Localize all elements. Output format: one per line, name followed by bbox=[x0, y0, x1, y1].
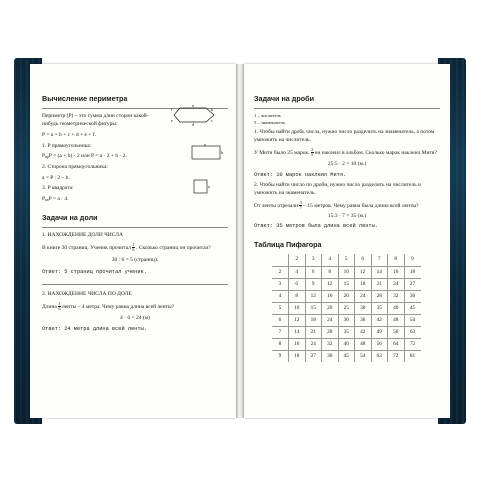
square-formula-text: P = a · 4. bbox=[48, 195, 69, 202]
left-page bbox=[30, 64, 236, 418]
table-cell: 12 bbox=[322, 278, 339, 290]
table-cell: 3 bbox=[272, 278, 289, 290]
table-cell: 24 bbox=[355, 290, 372, 302]
table-cell: 72 bbox=[404, 338, 421, 350]
right-page bbox=[244, 64, 450, 418]
table-cell: 21 bbox=[371, 278, 388, 290]
legend-denominator: 5 – знаменатель bbox=[254, 120, 285, 126]
table-cell: 16 bbox=[388, 266, 405, 278]
table-cell: 16 bbox=[322, 290, 339, 302]
table-cell: 8 bbox=[272, 338, 289, 350]
example1-text: У Мити было 25 марок. $\frac{2}{5}$ он наклеил в альбом. Сколько марок наклеил Митя? bbox=[254, 146, 437, 157]
rect-label-b: b bbox=[221, 150, 223, 155]
table-cell: 40 bbox=[388, 302, 405, 314]
task1-text: В книге 30 страниц. Ученик прочитал $\frac{1}{6}$ . Сколько страниц он прочитал? bbox=[42, 241, 211, 252]
table-cell: 54 bbox=[355, 350, 372, 362]
table-cell: 32 bbox=[388, 290, 405, 302]
table-cell: 7 bbox=[371, 254, 388, 266]
heading-divider bbox=[254, 108, 440, 109]
square-figure bbox=[192, 178, 214, 196]
table-cell: 10 bbox=[338, 266, 355, 278]
table-cell: 6 bbox=[272, 314, 289, 326]
book-spine bbox=[236, 64, 244, 418]
table-cell: 2 bbox=[289, 254, 306, 266]
table-cell: 6 bbox=[305, 266, 322, 278]
rectangle-formula-text: P = (a + b) · 2 или P = a · 2 + b · 2. bbox=[48, 153, 127, 160]
example1-answer: Ответ: 10 марок наклеил Митя. bbox=[254, 171, 347, 178]
table-cell: 45 bbox=[338, 350, 355, 362]
table-cell: 42 bbox=[355, 326, 372, 338]
table-cell: 24 bbox=[322, 314, 339, 326]
table-cell: 6 bbox=[355, 254, 372, 266]
table-cell: 8 bbox=[322, 266, 339, 278]
example2-answer: Ответ: 35 метров была длина всей ленты. bbox=[254, 223, 378, 230]
table-cell: 2 bbox=[272, 266, 289, 278]
figure-label-b: b bbox=[211, 107, 213, 112]
table-cell: 25 bbox=[338, 302, 355, 314]
table-cell: 4 bbox=[272, 290, 289, 302]
table-row bbox=[272, 290, 421, 302]
table-cell: 35 bbox=[338, 326, 355, 338]
square-title: 3. P квадрата: bbox=[42, 185, 74, 192]
table-cell: 15 bbox=[338, 278, 355, 290]
table-cell: 18 bbox=[355, 278, 372, 290]
pythagoras-table bbox=[272, 254, 421, 362]
task1-calculation: 30 : 6 = 5 (страниц). bbox=[111, 256, 159, 263]
table-cell: 6 bbox=[289, 278, 306, 290]
table-cell: 81 bbox=[404, 350, 421, 362]
fraction-rule-2: 2. Чтобы найти число по дроби, нужно число разделить на числитель и умножить на знаменатель. bbox=[254, 182, 421, 197]
table-cell: 42 bbox=[371, 314, 388, 326]
square-label-a: a bbox=[208, 184, 210, 189]
fractions-heading: Задачи на дроби bbox=[254, 94, 315, 103]
table-row bbox=[272, 314, 421, 326]
table-cell: 7 bbox=[272, 326, 289, 338]
section-divider bbox=[42, 284, 228, 285]
heading-divider bbox=[42, 227, 228, 228]
table-cell: 35 bbox=[371, 302, 388, 314]
table-cell: 36 bbox=[322, 350, 339, 362]
table-cell: 20 bbox=[322, 302, 339, 314]
table-cell: 63 bbox=[371, 350, 388, 362]
perimeter-formula: P = a + b + c + d + e + f. bbox=[42, 131, 96, 138]
example1-calculation: 25:5 · 2 = 10 (м.) bbox=[327, 160, 367, 167]
table-cell: 32 bbox=[322, 338, 339, 350]
table-cell: 56 bbox=[371, 338, 388, 350]
table-cell: 3 bbox=[305, 254, 322, 266]
table-cell: 36 bbox=[404, 290, 421, 302]
table-cell: 9 bbox=[305, 278, 322, 290]
pythagoras-heading: Таблица Пифагора bbox=[254, 239, 322, 249]
table-cell: 4 bbox=[322, 254, 339, 266]
table-cell: 72 bbox=[388, 350, 405, 362]
rectangle-side-title: 2. Сторона прямоугольника: bbox=[42, 164, 108, 171]
fraction-rule-1: 1. Чтобы найти дробь числа, нужно число разделить на знаменатель, а потом умножить на числитель. bbox=[254, 129, 435, 144]
table-row bbox=[272, 302, 421, 314]
table-cell: 27 bbox=[404, 278, 421, 290]
table-cell: 10 bbox=[289, 302, 306, 314]
table-cell: 8 bbox=[289, 290, 306, 302]
table-cell: 9 bbox=[404, 254, 421, 266]
table-cell: 45 bbox=[404, 302, 421, 314]
table-row bbox=[272, 254, 421, 266]
rectangle-side-formula: a = P : 2 – b. bbox=[42, 174, 70, 181]
example2-text: От ленты отрезали $\frac{3}{7}$ – 15 метров. Чему равна была длина всей ленты? bbox=[254, 199, 419, 211]
task1-heading: 1. НАХОЖДЕНИЕ ДОЛИ ЧИСЛА bbox=[42, 232, 123, 239]
parts-heading: Задачи на доли bbox=[42, 212, 98, 222]
figure-label-e: e bbox=[171, 118, 173, 123]
task2-text: Длина $\frac{1}{6}$ ленты – 4 метра. Чему равна длина всей ленты? bbox=[42, 300, 175, 311]
perimeter-definition: Периметр (P) – это сумма длин сторон какой-нибудь геометрической фигуры: bbox=[42, 113, 149, 128]
rectangle-title: 1. P прямоугольника: bbox=[42, 142, 92, 149]
task1-fraction: $\frac{1}{6}$ bbox=[132, 241, 135, 252]
task2-heading: 2. НАХОЖДЕНИЕ ЧИСЛА ПО ДОЛЕ bbox=[42, 291, 132, 298]
table-cell: 12 bbox=[289, 314, 306, 326]
table-cell: 28 bbox=[371, 290, 388, 302]
table-cell: 21 bbox=[305, 326, 322, 338]
table-cell: 30 bbox=[338, 314, 355, 326]
table-cell: 49 bbox=[371, 326, 388, 338]
table-row bbox=[272, 326, 421, 338]
rectangle-figure bbox=[190, 144, 224, 162]
task2-calculation: 4 · 6 = 24 (м) bbox=[120, 314, 150, 321]
table-cell: 15 bbox=[305, 302, 322, 314]
example1-fraction: $\frac{2}{5}$ bbox=[311, 146, 314, 157]
table-cell: 4 bbox=[289, 266, 306, 278]
table-cell: 27 bbox=[305, 350, 322, 362]
table-cell: 28 bbox=[322, 326, 339, 338]
hexagon-figure bbox=[170, 104, 220, 126]
table-cell: 18 bbox=[289, 350, 306, 362]
square-formula: $P_{кв}P = a \cdot 4$. bbox=[42, 195, 69, 202]
task2-fraction: $\frac{1}{6}$ bbox=[58, 300, 61, 311]
table-row bbox=[272, 350, 421, 362]
table-cell: 5 bbox=[338, 254, 355, 266]
table-cell: 18 bbox=[305, 314, 322, 326]
table-cell: 24 bbox=[305, 338, 322, 350]
table-cell bbox=[272, 254, 289, 266]
table-cell: 14 bbox=[371, 266, 388, 278]
table-cell: 63 bbox=[404, 326, 421, 338]
example2-fraction: $\frac{3}{7}$ bbox=[299, 199, 302, 211]
table-cell: 5 bbox=[272, 302, 289, 314]
table-cell: 48 bbox=[355, 338, 372, 350]
table-cell: 12 bbox=[355, 266, 372, 278]
table-cell: 14 bbox=[289, 326, 306, 338]
rect-label-a: a bbox=[204, 144, 206, 147]
legend-numerator: 1 – числитель bbox=[254, 113, 281, 119]
table-cell: 12 bbox=[305, 290, 322, 302]
figure-label-a: a bbox=[192, 104, 194, 108]
table-row bbox=[272, 266, 421, 278]
figure-label-f: f bbox=[171, 107, 173, 112]
table-cell: 40 bbox=[338, 338, 355, 350]
table-cell: 48 bbox=[388, 314, 405, 326]
table-row bbox=[272, 338, 421, 350]
table-cell: 16 bbox=[289, 338, 306, 350]
table-cell: 8 bbox=[388, 254, 405, 266]
table-cell: 9 bbox=[272, 350, 289, 362]
table-cell: 56 bbox=[388, 326, 405, 338]
task1-answer: Ответ: 5 страниц прочитал ученик. bbox=[42, 268, 147, 275]
table-row bbox=[272, 278, 421, 290]
example2-calculation: 15:3 · 7 = 35 (м.) bbox=[327, 213, 367, 220]
figure-label-c: c bbox=[211, 118, 213, 123]
table-cell: 24 bbox=[388, 278, 405, 290]
table-cell: 64 bbox=[388, 338, 405, 350]
table-cell: 20 bbox=[338, 290, 355, 302]
rectangle-formula: $P_{пр}P = (a + b) \cdot 2$ или P = a · 2 + b · 2. bbox=[42, 153, 127, 160]
table-cell: 54 bbox=[404, 314, 421, 326]
figure-label-d: d bbox=[192, 122, 194, 126]
task2-answer: Ответ: 24 метра длина всей ленты. bbox=[42, 325, 147, 332]
table-cell: 30 bbox=[355, 302, 372, 314]
perimeter-heading: Вычисление периметра bbox=[42, 94, 128, 103]
table-cell: 36 bbox=[355, 314, 372, 326]
table-cell: 18 bbox=[404, 266, 421, 278]
